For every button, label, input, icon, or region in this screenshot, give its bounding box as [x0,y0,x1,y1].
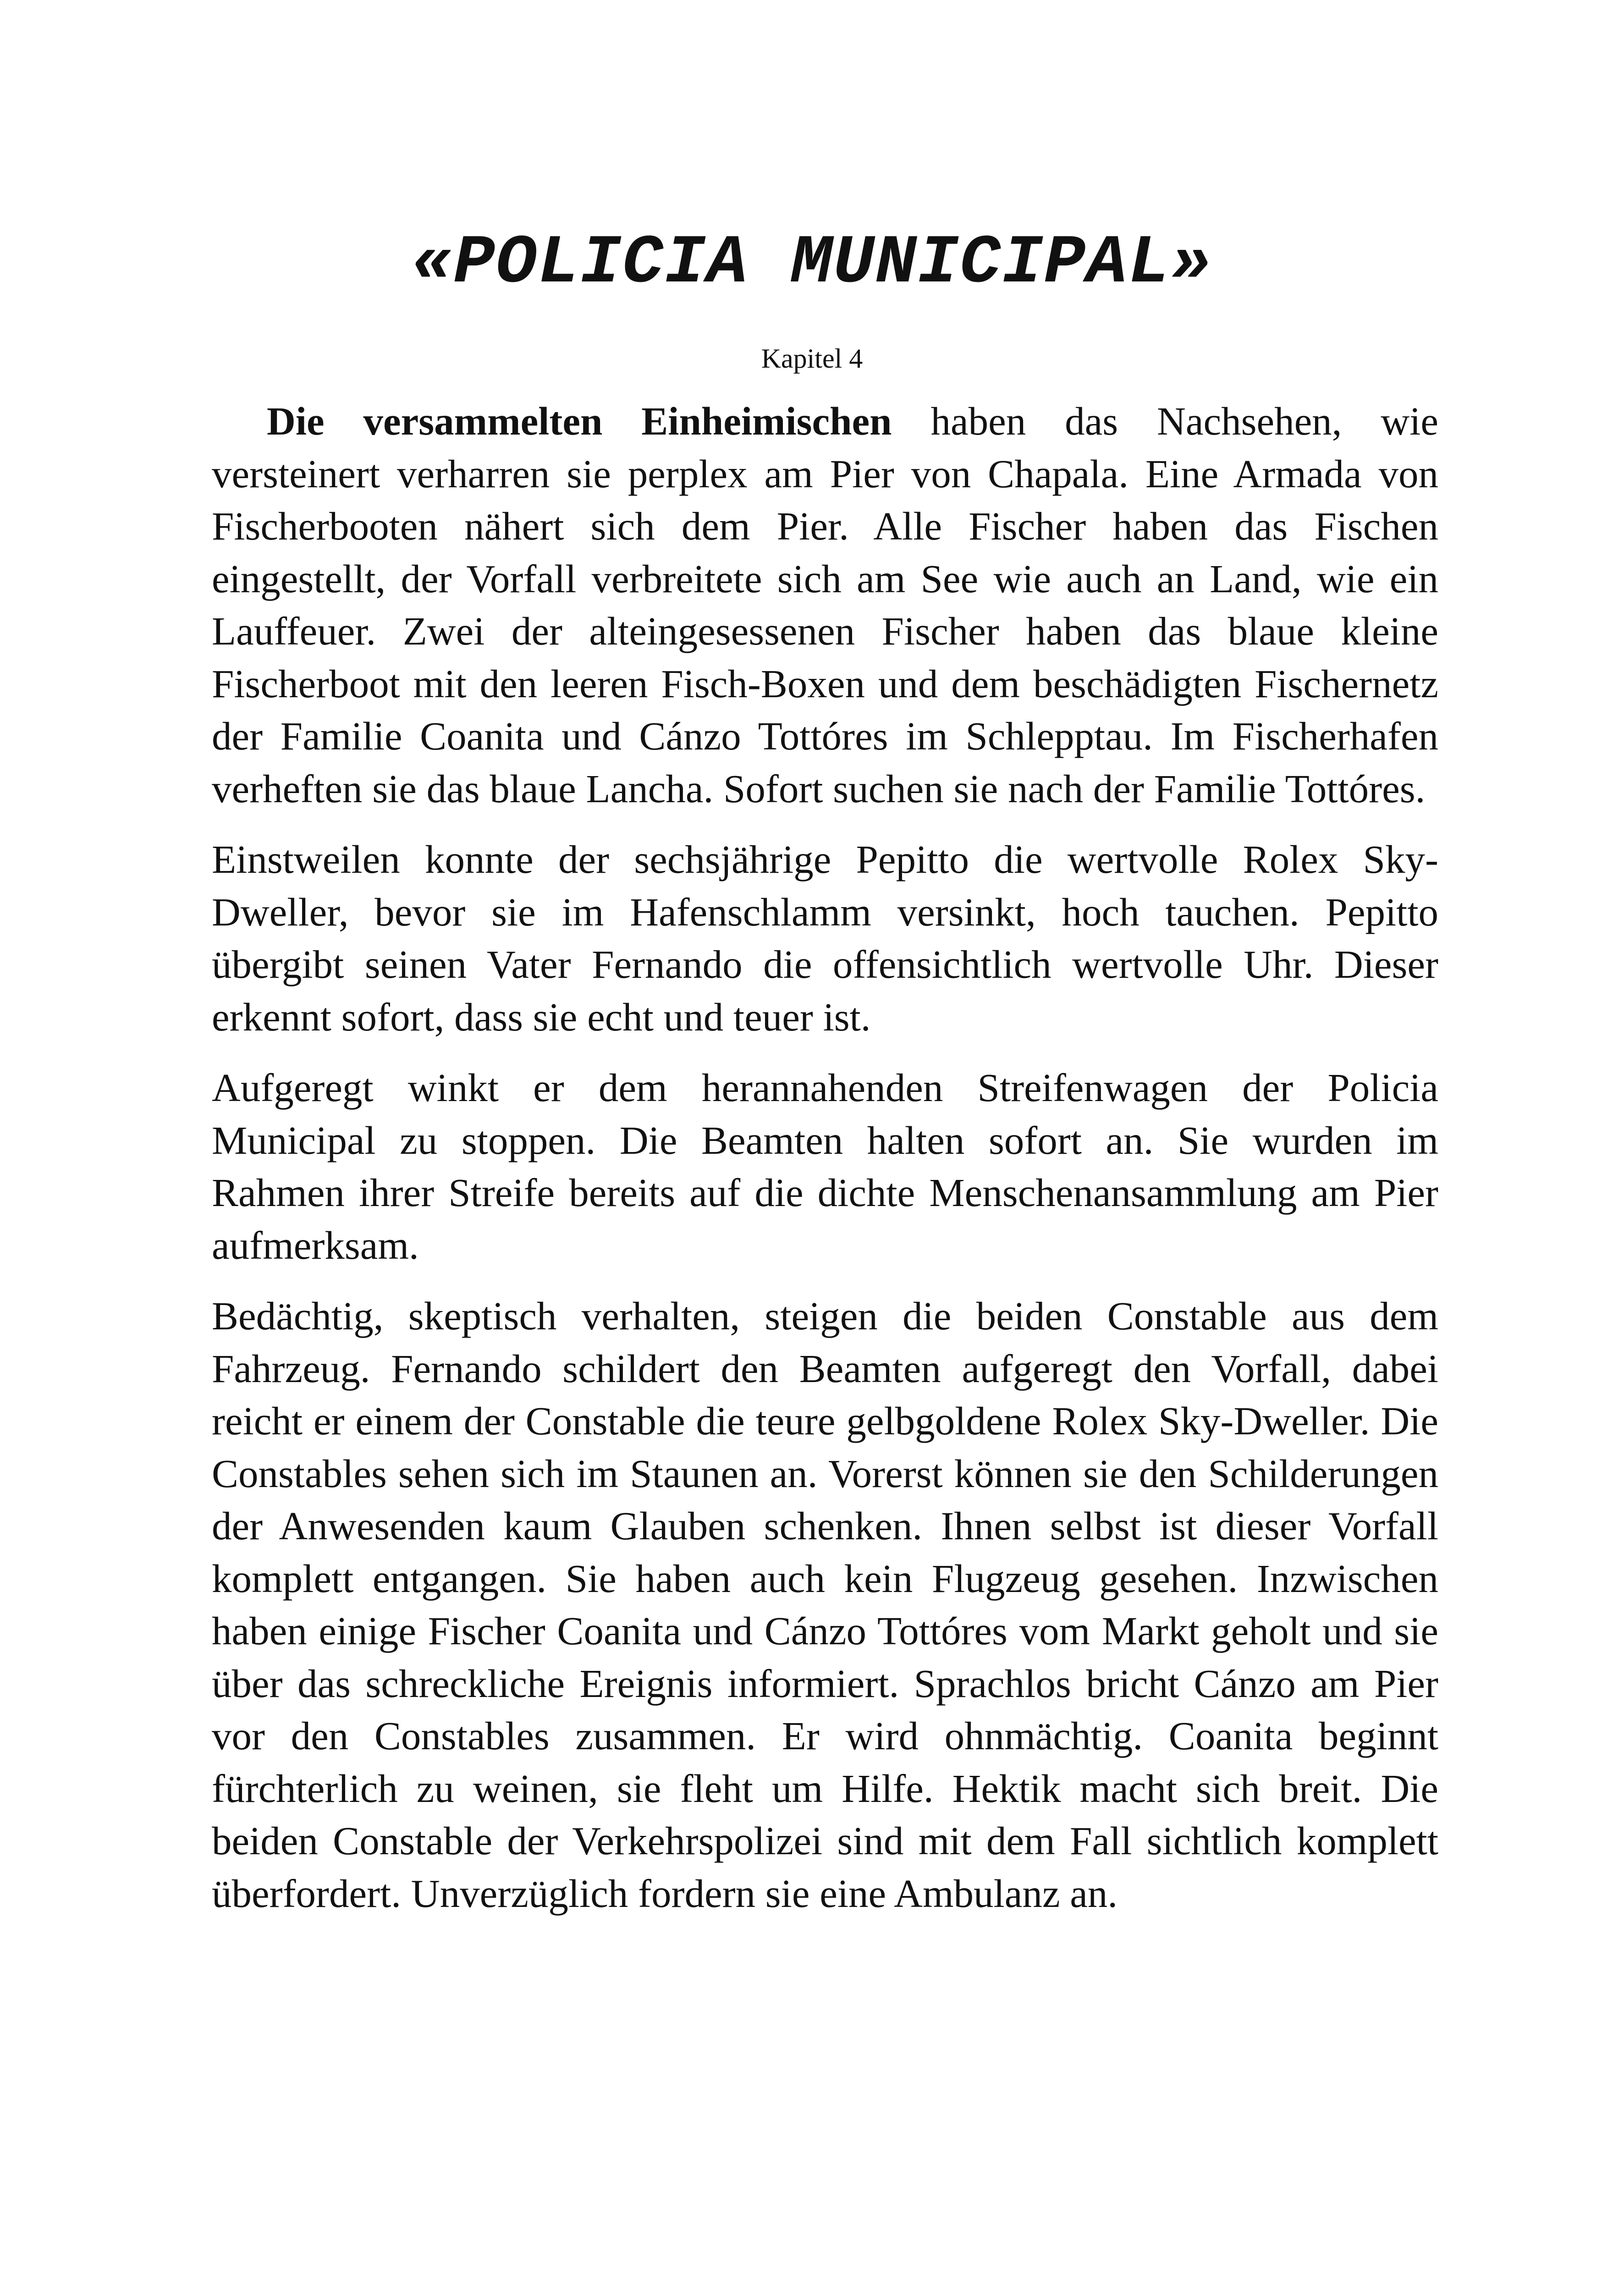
paragraph-1-text: haben das Nachsehen, wie versteinert verharren sie perplex am Pier von Chapala. Eine Armada von Fischerbooten nähert sich dem Pier. Alle Fischer haben das Fischen eingestellt, der Vorfall verbreitete sich am See wie auch an Land, wie ein Lauffeuer. Zwei der alteingesessenen Fischer haben das blaue kleine Fischerboot mit den leeren Fisch-Boxen und dem beschädigten Fischernetz der Familie Coanita und Cánzo Tottóres im Schlepptau. Im Fischerhafen verheften sie das blaue Lancha. Sofort suchen sie nach der Familie Tottóres. [212,399,1438,811]
paragraph-1 [212,395,1438,815]
paragraph-4: Bedächtig, skeptisch verhalten, steigen die beiden Constable aus dem Fahrzeug. Fernando schildert den Beamten aufgeregt den Vorfall, dabei reicht er einem der Constable die teure gelbgoldene Rolex Sky-Dweller. Die Constables sehen sich im Staunen an. Vorerst können sie den Schilderungen der Anwesenden kaum Glauben schenken. Ihnen selbst ist dieser Vorfall komplett entgangen. Sie haben auch kein Flugzeug gesehen. Inzwischen haben einige Fischer Coanita und Cánzo Tottóres vom Markt geholt und sie über das schreckliche Ereignis informiert. Sprachlos bricht Cánzo am Pier vor den Constables zusammen. Er wird ohnmächtig. Coanita beginnt fürchterlich zu weinen, sie fleht um Hilfe. Hektik macht sich breit. Die beiden Constable der Verkehrspolizei sind mit dem Fall sichtlich komplett überfordert. Unverzüglich fordern sie eine Ambulanz an. [212,1294,1438,1916]
chapter-label: Kapitel 4 [761,343,863,374]
paragraph-2: Einstweilen konnte der sechsjährige Pepitto die wertvolle Rolex Sky-Dweller, bevor sie im Hafenschlamm versinkt, hoch tauchen. Pepitto übergibt seinen Vater Fernando die offensichtlich wertvolle Uhr. Dieser erkennt sofort, dass sie echt und teuer ist. [212,837,1438,1039]
chapter-title: «POLICIA MUNICIPAL» [411,225,1213,303]
paragraph-3: Aufgeregt winkt er dem herannahenden Streifenwagen der Policia Municipal zu stoppen. Die Beamten halten sofort an. Sie wurden im Rahmen ihrer Streife bereits auf die dichte Menschenansammlung am Pier aufmerksam. [212,1065,1438,1267]
paragraph-1-lead: Die versammelten Einheimischen [267,399,892,443]
body-text [212,395,1438,1938]
